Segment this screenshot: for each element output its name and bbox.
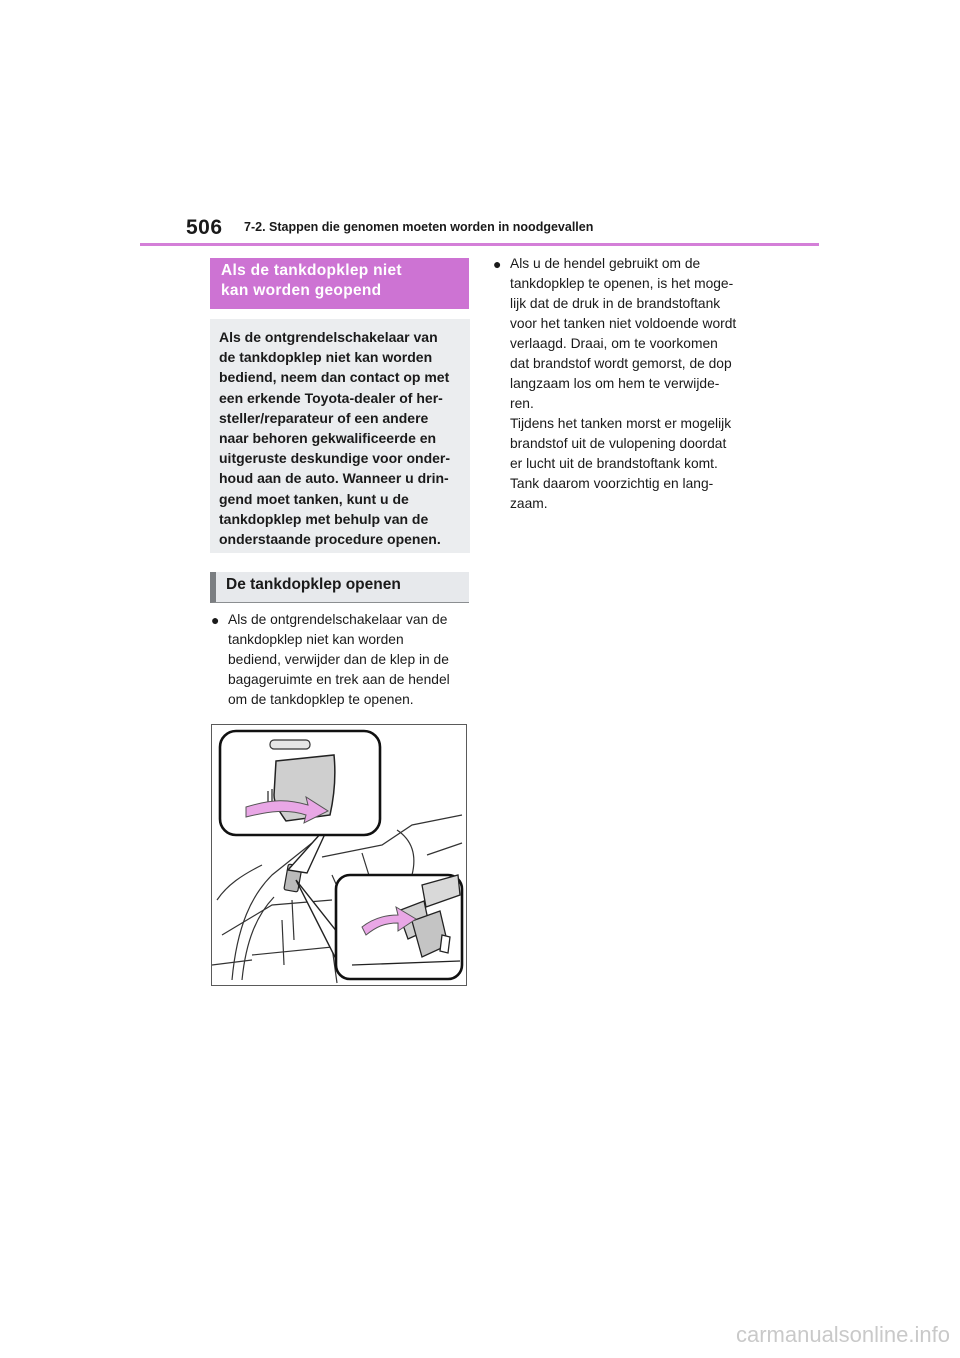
section-title xyxy=(210,258,469,309)
bullet-line: tankdopklep te openen, is het moge- xyxy=(510,276,734,291)
intro-line: de tankdopklep niet kan worden xyxy=(219,349,433,366)
bullet-dot-icon: ● xyxy=(211,612,220,628)
chapter-title: 7-2. Stappen die genomen moeten worden in noodgevallen xyxy=(244,220,594,234)
bullet-line: er lucht uit de brandstoftank komt. xyxy=(510,456,718,471)
bullet-line: Tijdens het tanken morst er mogelijk xyxy=(510,416,732,431)
bullet-item xyxy=(211,610,473,710)
section-title-line: kan worden geopend xyxy=(221,282,382,299)
trunk-illustration-drawing xyxy=(212,725,466,985)
intro-line: uitgeruste deskundige voor onder- xyxy=(219,450,451,467)
bullet-line: lijk dat de druk in de brandstoftank xyxy=(510,296,721,311)
intro-line: gend moet tanken, kunt u de xyxy=(219,490,409,507)
bullet-line: Als de ontgrendelschakelaar van de xyxy=(228,612,448,627)
bullet-line: bediend, verwijder dan de klep in de xyxy=(228,652,449,667)
bullet-line: ren. xyxy=(510,396,534,411)
bullet-dot-icon: ● xyxy=(493,256,502,272)
bullet-line: bagageruimte en trek aan de hendel xyxy=(228,672,450,687)
intro-line: tankdopklep met behulp van de xyxy=(219,510,429,527)
watermark: carmanualsonline.info xyxy=(735,1322,950,1347)
intro-line: een erkende Toyota-dealer of her- xyxy=(219,389,443,406)
bullet-line: Als u de hendel gebruikt om de xyxy=(510,256,701,271)
bullet-line: voor het tanken niet voldoende wordt xyxy=(510,316,737,331)
intro-line: Als de ontgrendelschakelaar van xyxy=(219,329,438,345)
bullet-line: Tank daarom voorzichtig en lang- xyxy=(510,476,714,491)
intro-line: steller/reparateur of een andere xyxy=(219,409,429,426)
intro-line: bediend, neem dan contact op met xyxy=(219,369,450,386)
bullet-item xyxy=(493,254,755,514)
bullet-line: brandstof uit de vulopening doordat xyxy=(510,436,727,451)
intro-line: naar behoren gekwalificeerde en xyxy=(219,430,437,447)
trunk-illustration xyxy=(211,724,467,986)
section-title-line: Als de tankdopklep niet xyxy=(221,262,402,279)
page-number: 506 xyxy=(186,216,223,239)
intro-box xyxy=(210,319,470,553)
header-rule xyxy=(140,243,819,246)
bullet-line: om de tankdopklep te openen. xyxy=(228,692,414,707)
subheading: De tankdopklep openen xyxy=(210,572,469,603)
bullet-line: tankdopklep niet kan worden xyxy=(228,632,404,647)
bullet-line: langzaam los om hem te verwijde- xyxy=(510,376,720,391)
intro-line: houd aan de auto. Wanneer u drin- xyxy=(219,470,449,487)
bullet-line: verlaagd. Draai, om te voorkomen xyxy=(510,336,718,351)
bullet-line: zaam. xyxy=(510,496,548,511)
bullet-line: dat brandstof wordt gemorst, de dop xyxy=(510,356,732,371)
intro-line: onderstaande procedure openen. xyxy=(219,531,441,548)
